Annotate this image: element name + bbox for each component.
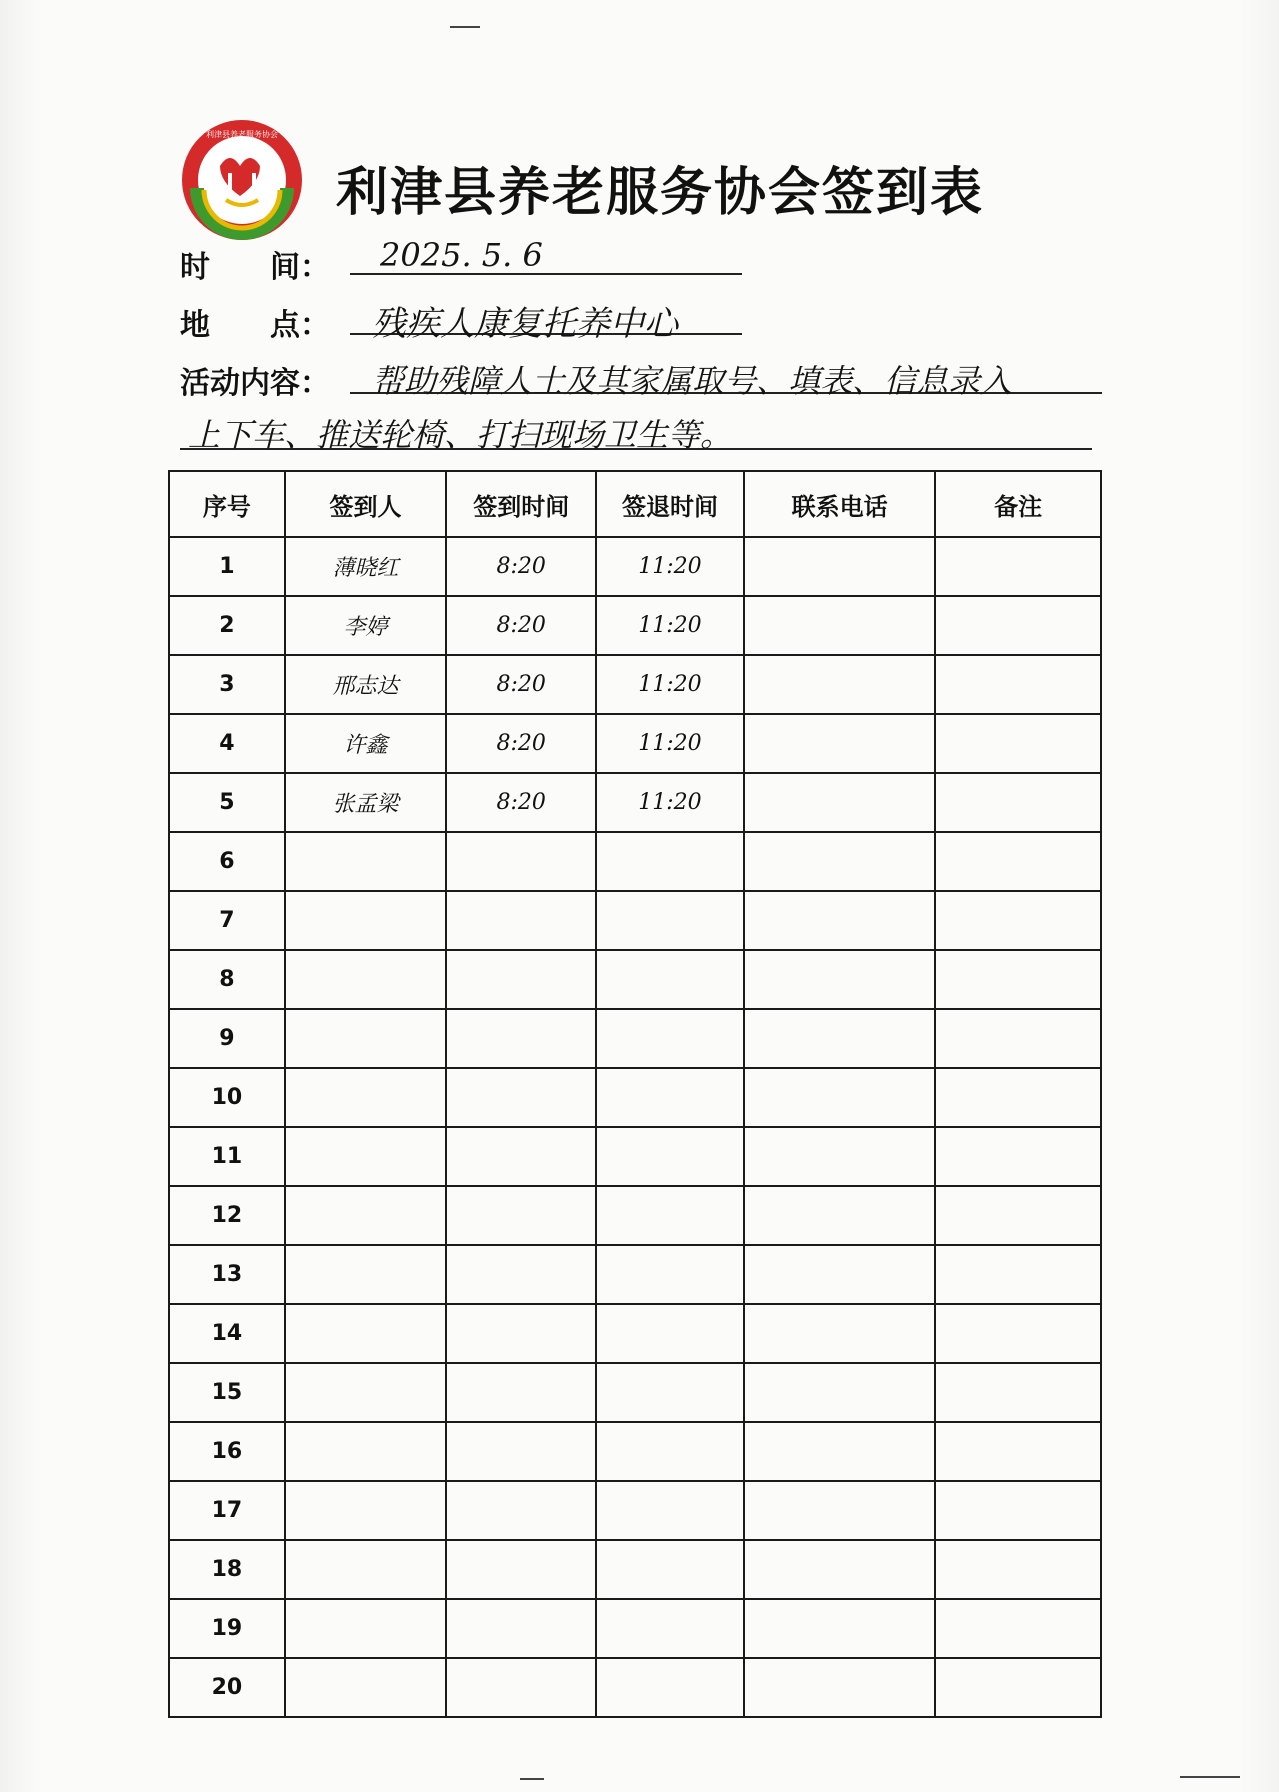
- table-row: [169, 1068, 1101, 1127]
- sign-out-time: [596, 1186, 744, 1245]
- row-number: 9: [169, 1009, 285, 1068]
- note-cell: [935, 950, 1101, 1009]
- content-value-line1: 帮助残障人士及其家属取号、填表、信息录入: [372, 362, 1013, 400]
- phone-cell: [744, 1422, 936, 1481]
- table-row: [169, 1540, 1101, 1599]
- sign-out-time: [596, 1068, 744, 1127]
- scan-mark: [450, 26, 480, 28]
- sign-in-time: [446, 1658, 596, 1717]
- row-number: 8: [169, 950, 285, 1009]
- table-row: [169, 1658, 1101, 1717]
- sign-in-time: 8:20: [446, 537, 596, 596]
- sign-in-time: [446, 1186, 596, 1245]
- sign-in-time: 8:20: [446, 596, 596, 655]
- sign-out-time: 11:20: [596, 537, 744, 596]
- table-row: [169, 1363, 1101, 1422]
- phone-cell: [744, 714, 936, 773]
- note-cell: [935, 1363, 1101, 1422]
- sign-in-time: [446, 1481, 596, 1540]
- table-row: [169, 537, 1101, 596]
- row-number: 12: [169, 1186, 285, 1245]
- column-header: 序号: [169, 471, 285, 537]
- table-row: [169, 1186, 1101, 1245]
- column-header: 签到时间: [446, 471, 596, 537]
- phone-cell: [744, 1658, 936, 1717]
- sign-out-time: 11:20: [596, 655, 744, 714]
- phone-cell: [744, 1599, 936, 1658]
- row-number: 7: [169, 891, 285, 950]
- signer-name: [285, 891, 447, 950]
- table-row: [169, 1481, 1101, 1540]
- note-cell: [935, 1599, 1101, 1658]
- note-cell: [935, 1481, 1101, 1540]
- sign-in-time: [446, 1068, 596, 1127]
- note-cell: [935, 1186, 1101, 1245]
- sign-in-time: [446, 1540, 596, 1599]
- sign-out-time: 11:20: [596, 596, 744, 655]
- sign-in-time: 8:20: [446, 714, 596, 773]
- phone-cell: [744, 773, 936, 832]
- signer-name: 李婷: [285, 596, 447, 655]
- phone-cell: [744, 1363, 936, 1422]
- note-cell: [935, 1245, 1101, 1304]
- sign-out-time: [596, 891, 744, 950]
- sign-out-time: 11:20: [596, 714, 744, 773]
- note-cell: [935, 1068, 1101, 1127]
- phone-cell: [744, 596, 936, 655]
- table-header-row: [169, 471, 1101, 537]
- sign-out-time: [596, 1304, 744, 1363]
- sign-out-time: [596, 1245, 744, 1304]
- signer-name: [285, 832, 447, 891]
- signer-name: 邢志达: [285, 655, 447, 714]
- sign-in-time: 8:20: [446, 655, 596, 714]
- sign-out-time: [596, 1127, 744, 1186]
- content-value-line2: 上下车、推送轮椅、打扫现场卫生等。: [188, 416, 733, 454]
- signer-name: [285, 1068, 447, 1127]
- row-number: 17: [169, 1481, 285, 1540]
- row-number: 18: [169, 1540, 285, 1599]
- table-row: [169, 596, 1101, 655]
- table-row: [169, 655, 1101, 714]
- row-number: 15: [169, 1363, 285, 1422]
- signer-name: [285, 1540, 447, 1599]
- content-label: 活动内容：: [180, 366, 330, 401]
- signer-name: [285, 1186, 447, 1245]
- sign-in-time: [446, 1599, 596, 1658]
- table-row: [169, 1304, 1101, 1363]
- association-logo-icon: [180, 118, 304, 242]
- phone-cell: [744, 1540, 936, 1599]
- note-cell: [935, 1658, 1101, 1717]
- signer-name: [285, 1481, 447, 1540]
- note-cell: [935, 596, 1101, 655]
- table-row: [169, 773, 1101, 832]
- table-row: [169, 1422, 1101, 1481]
- sign-out-time: [596, 1540, 744, 1599]
- column-header: 联系电话: [744, 471, 936, 537]
- sign-out-time: [596, 1422, 744, 1481]
- sign-in-time: [446, 1245, 596, 1304]
- note-cell: [935, 537, 1101, 596]
- sign-in-time: [446, 1009, 596, 1068]
- phone-cell: [744, 1127, 936, 1186]
- signer-name: [285, 1245, 447, 1304]
- signer-name: [285, 1363, 447, 1422]
- row-number: 10: [169, 1068, 285, 1127]
- sign-in-time: [446, 891, 596, 950]
- signer-name: [285, 1009, 447, 1068]
- column-header: 签退时间: [596, 471, 744, 537]
- note-cell: [935, 1127, 1101, 1186]
- note-cell: [935, 832, 1101, 891]
- place-label: 地 点：: [180, 308, 330, 343]
- row-number: 13: [169, 1245, 285, 1304]
- signer-name: [285, 950, 447, 1009]
- row-number: 20: [169, 1658, 285, 1717]
- phone-cell: [744, 832, 936, 891]
- phone-cell: [744, 537, 936, 596]
- sign-in-time: [446, 1304, 596, 1363]
- phone-cell: [744, 1068, 936, 1127]
- sign-in-table: [168, 470, 1102, 1718]
- phone-cell: [744, 655, 936, 714]
- signer-name: [285, 1422, 447, 1481]
- note-cell: [935, 1009, 1101, 1068]
- note-cell: [935, 655, 1101, 714]
- page-title: 利津县养老服务协会签到表: [336, 163, 985, 223]
- table-row: [169, 891, 1101, 950]
- note-cell: [935, 714, 1101, 773]
- phone-cell: [744, 1481, 936, 1540]
- sign-out-time: [596, 832, 744, 891]
- note-cell: [935, 1304, 1101, 1363]
- row-number: 14: [169, 1304, 285, 1363]
- phone-cell: [744, 950, 936, 1009]
- phone-cell: [744, 1186, 936, 1245]
- note-cell: [935, 773, 1101, 832]
- sign-in-time: [446, 1127, 596, 1186]
- sign-in-time: [446, 1422, 596, 1481]
- table-row: [169, 714, 1101, 773]
- phone-cell: [744, 1304, 936, 1363]
- sign-in-time: 8:20: [446, 773, 596, 832]
- table-row: [169, 950, 1101, 1009]
- signer-name: [285, 1127, 447, 1186]
- column-header: 签到人: [285, 471, 447, 537]
- time-value: 2025. 5. 6: [380, 236, 543, 274]
- place-value: 残疾人康复托养中心: [372, 304, 678, 344]
- row-number: 16: [169, 1422, 285, 1481]
- table-row: [169, 1127, 1101, 1186]
- signer-name: [285, 1304, 447, 1363]
- sign-out-time: [596, 1599, 744, 1658]
- column-header: 备注: [935, 471, 1101, 537]
- sign-in-time: [446, 950, 596, 1009]
- sign-in-time: [446, 832, 596, 891]
- signer-name: [285, 1658, 447, 1717]
- sign-out-time: [596, 950, 744, 1009]
- note-cell: [935, 1540, 1101, 1599]
- phone-cell: [744, 891, 936, 950]
- sign-out-time: 11:20: [596, 773, 744, 832]
- row-number: 11: [169, 1127, 285, 1186]
- row-number: 5: [169, 773, 285, 832]
- row-number: 4: [169, 714, 285, 773]
- row-number: 3: [169, 655, 285, 714]
- sign-out-time: [596, 1363, 744, 1422]
- sign-out-time: [596, 1009, 744, 1068]
- phone-cell: [744, 1245, 936, 1304]
- row-number: 6: [169, 832, 285, 891]
- logo-ring-text: 利津县养老服务协会: [206, 130, 278, 139]
- row-number: 19: [169, 1599, 285, 1658]
- table-row: [169, 1009, 1101, 1068]
- note-cell: [935, 891, 1101, 950]
- scan-mark: [1180, 1776, 1240, 1778]
- row-number: 1: [169, 537, 285, 596]
- signer-name: 张孟梁: [285, 773, 447, 832]
- phone-cell: [744, 1009, 936, 1068]
- time-label: 时 间：: [180, 250, 330, 285]
- signer-name: 许鑫: [285, 714, 447, 773]
- table-row: [169, 1599, 1101, 1658]
- row-number: 2: [169, 596, 285, 655]
- note-cell: [935, 1422, 1101, 1481]
- signer-name: [285, 1599, 447, 1658]
- sign-in-time: [446, 1363, 596, 1422]
- scan-mark: [520, 1778, 544, 1780]
- table-row: [169, 1245, 1101, 1304]
- signer-name: 薄晓红: [285, 537, 447, 596]
- table-row: [169, 832, 1101, 891]
- sign-out-time: [596, 1481, 744, 1540]
- sign-out-time: [596, 1658, 744, 1717]
